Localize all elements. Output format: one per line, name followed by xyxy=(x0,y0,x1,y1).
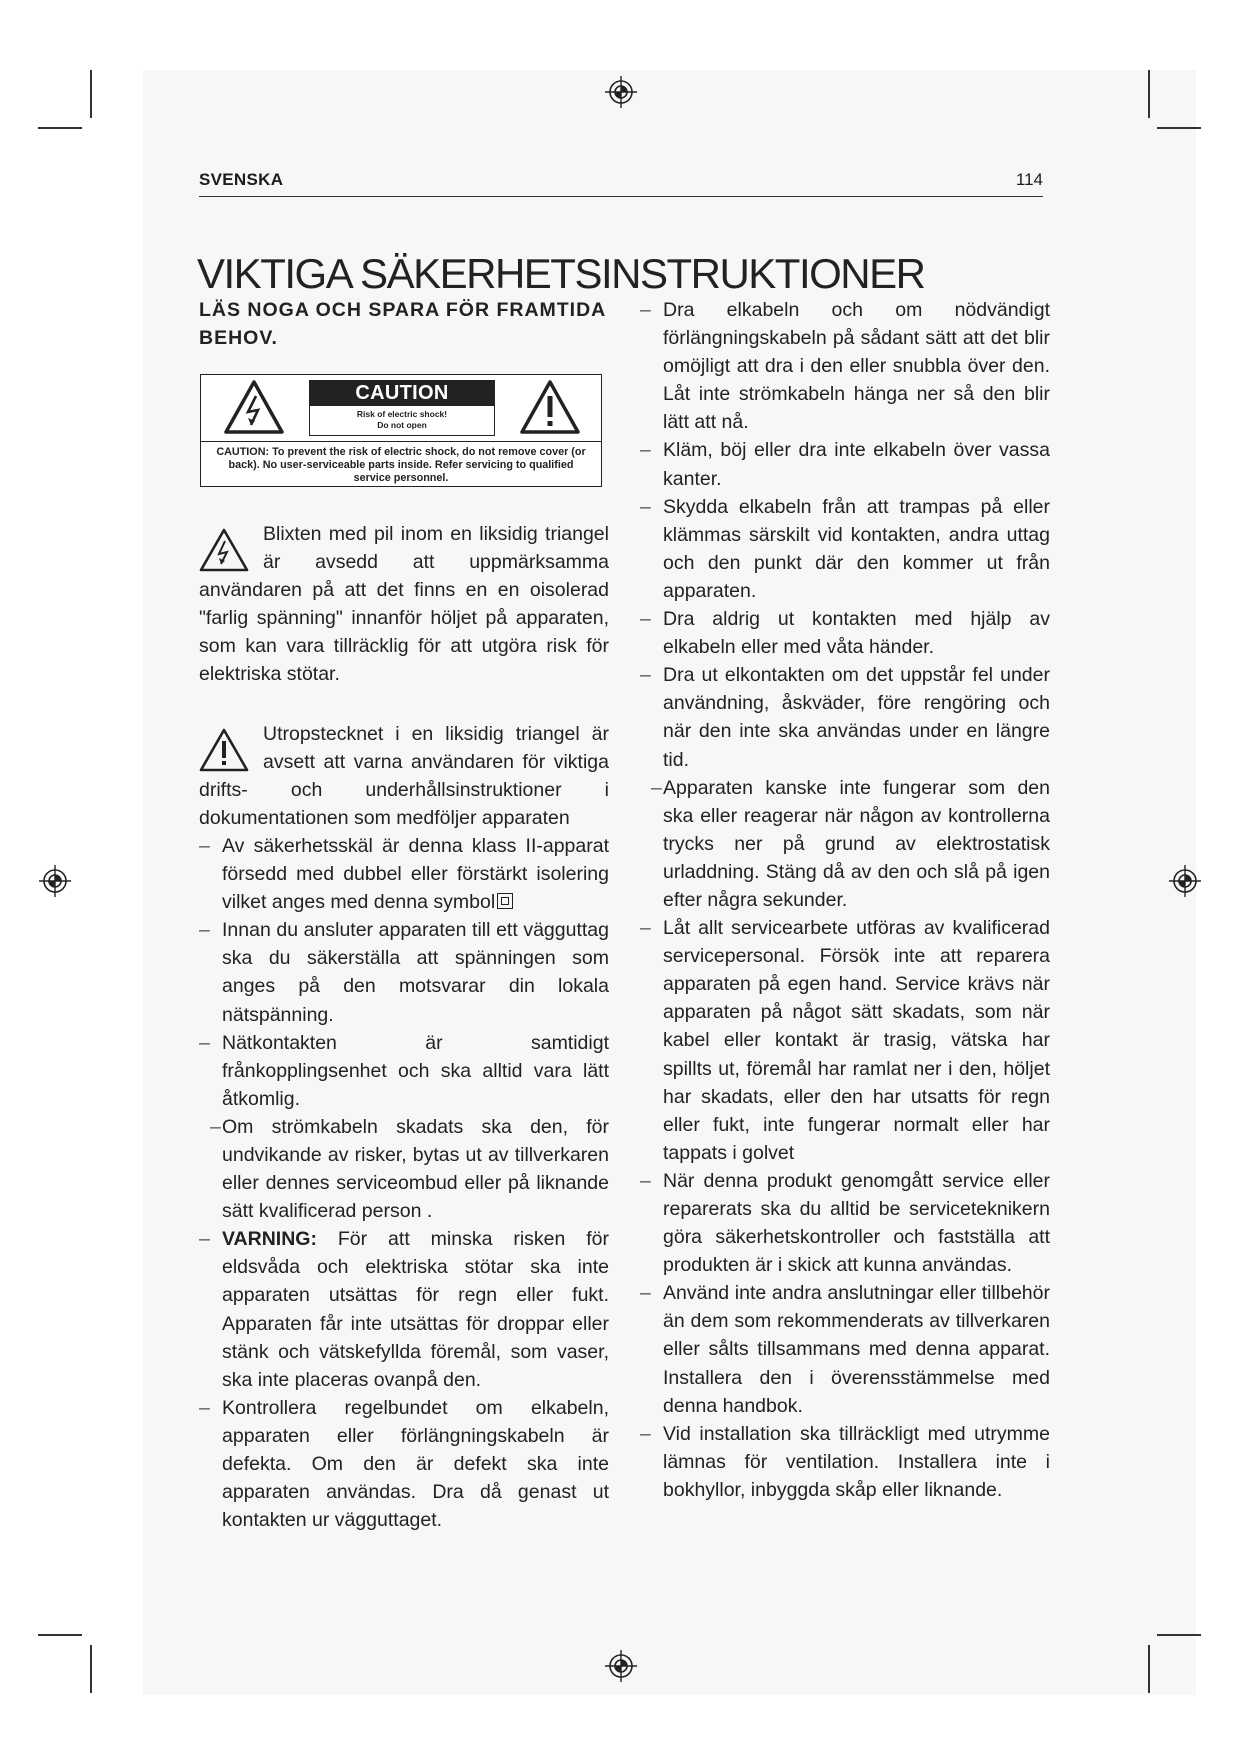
dash-bullet: – xyxy=(199,1228,210,1251)
list-item xyxy=(199,1029,609,1113)
dash-bullet: – xyxy=(640,439,651,462)
list-item-text: Av säkerhetsskäl är denna klass II-apparat försedd med dubbel eller förstärkt isolering vilket anges med denna symbol xyxy=(222,834,609,914)
dash-bullet: – xyxy=(640,664,651,687)
page-header xyxy=(199,168,1043,197)
list-item-text: Skydda elkabeln från att trampas på eller klämmas särskilt vid kontakten, andra uttag och den punkt där den kommer ut från apparaten. xyxy=(663,495,1050,602)
dash-bullet: – xyxy=(640,1422,651,1445)
caution-banner xyxy=(309,380,495,436)
dash-bullet: – xyxy=(199,919,210,942)
page-title: VIKTIGA SÄKERHETSINSTRUKTIONER xyxy=(197,250,925,298)
lightning-note xyxy=(199,520,609,689)
list-item xyxy=(640,1279,1050,1419)
header-language: SVENSKA xyxy=(199,170,284,189)
dash-bullet: – xyxy=(640,495,651,518)
dash-bullet: – xyxy=(640,608,651,631)
list-item-text: Låt allt servicearbete utföras av kvalificerad servicepersonal. Försök inte att reparera apparaten på egen hand. Service krävs när apparaten på något sätt skadats, som när kabel eller kontakt är trasig, vätska har spillts ut, föremål har ramlat ner i den, höljet har skadats, eller den har utsatts för regn eller fukt, inte fungerar normalt eller har tappats i golvet xyxy=(663,917,1050,1164)
lightning-warning-icon xyxy=(199,528,249,572)
dash-bullet: – xyxy=(199,834,210,857)
list-item xyxy=(640,436,1050,492)
list-item xyxy=(640,605,1050,661)
exclamation-warning-icon xyxy=(519,379,581,435)
class-ii-symbol-icon xyxy=(497,893,513,909)
lightning-warning-icon xyxy=(223,379,285,435)
list-item-text: Dra elkabeln och om nödvändigt förlängningskabeln på sådant sätt att det blir omöjligt att dra i den eller snubbla över den. Låt inte strömkabeln hänga ner så den blir lätt att nå. xyxy=(663,299,1050,434)
list-item xyxy=(640,1420,1050,1504)
dash-bullet: – xyxy=(640,1282,651,1305)
list-item-text: Använd inte andra anslutningar eller tillbehör än dem som rekommenderats av tillverkaren eller sålts tillsammans med denna apparat. Installera den i överensstämmelse med denna handbok. xyxy=(663,1282,1050,1417)
crop-mark xyxy=(90,70,92,118)
crop-mark xyxy=(38,127,82,129)
list-item xyxy=(199,1113,609,1225)
list-item-text: Vid installation ska tillräckligt med utrymme lämnas för ventilation. Installera inte i bokhyllor, inbyggda skåp eller liknande. xyxy=(663,1422,1050,1501)
list-item xyxy=(640,296,1050,436)
dash-bullet: – xyxy=(640,917,651,940)
list-item xyxy=(640,1167,1050,1279)
caution-banner-line1: Risk of electric shock! xyxy=(356,409,448,419)
list-item xyxy=(640,493,1050,605)
right-safety-list xyxy=(640,296,1050,1504)
list-item xyxy=(199,916,609,1028)
caution-banner-line2: Do not open xyxy=(377,420,427,430)
crop-mark xyxy=(90,1645,92,1693)
left-safety-list xyxy=(199,832,609,1534)
list-item xyxy=(640,914,1050,1167)
list-item-text: Kläm, böj eller dra inte elkabeln över vassa kanter. xyxy=(663,439,1050,490)
list-item-text: Kontrollera regelbundet om elkabeln, apparaten eller förlängningskabeln är defekta. Om den är defekt ska inte apparaten användas. Dra då genast ut kontakten ur vägguttaget. xyxy=(222,1396,609,1532)
lightning-paragraph: Blixten med pil inom en liksidig triangel är avsedd att uppmärksamma användaren på att det finns en en oisolerad "farlig spänning" innanför höljet på apparaten, som kan vara tillräcklig för att utgöra risk för elektriska stötar. xyxy=(199,523,609,686)
left-column xyxy=(199,296,609,1534)
dash-bullet: – xyxy=(199,1031,210,1054)
list-item xyxy=(640,774,1050,914)
registration-mark-icon xyxy=(604,75,638,109)
list-item-text: Om strömkabeln skadats ska den, för undvikande av risker, bytas ut av tillverkaren eller dennes serviceombud eller på liknande sätt kvalificerad person . xyxy=(222,1115,609,1223)
list-item-text: Dra aldrig ut kontakten med hjälp av elkabeln eller med våta händer. xyxy=(663,608,1050,659)
right-column xyxy=(640,296,1050,1504)
list-item xyxy=(199,832,609,916)
dash-bullet: – xyxy=(199,1396,210,1419)
crop-mark xyxy=(1148,1645,1150,1693)
list-item-text: När denna produkt genomgått service eller reparerats ska du alltid be serviceteknikern göra säkerhetskontroller och fastställa att produkten är i skick att kunna användas. xyxy=(663,1169,1050,1277)
page-number: 114 xyxy=(1015,170,1043,189)
list-item xyxy=(199,1225,609,1394)
crop-mark xyxy=(1148,70,1150,118)
registration-mark-icon xyxy=(1168,864,1202,898)
caution-label xyxy=(200,374,602,487)
dash-bullet: – xyxy=(640,299,651,321)
caution-banner-title: CAUTION xyxy=(310,381,494,406)
registration-mark-icon xyxy=(38,864,72,898)
exclamation-note xyxy=(199,720,609,832)
crop-mark xyxy=(38,1634,82,1636)
crop-mark xyxy=(1157,1634,1201,1636)
warning-label: VARNING: xyxy=(222,1228,317,1251)
dash-bullet: – xyxy=(640,1169,651,1192)
dash-bullet: – xyxy=(651,776,662,799)
list-item-text: Apparaten kanske inte fungerar som den ska eller reagerar när någon av kontrollerna trycks ner på grund av elektrostatisk urladdning. Stäng då av den och slå på igen efter några sekunder. xyxy=(663,776,1050,911)
subheading: LÄS NOGA OCH SPARA FÖR FRAMTIDA BEHOV. xyxy=(199,299,606,349)
exclamation-paragraph: Utropstecknet i en liksidig triangel är avsett att varna användaren för viktiga drifts- och underhållsinstruktioner i dokumentationen som medföljer apparaten xyxy=(199,722,609,829)
list-item-text: Innan du ansluter apparaten till ett vägguttag ska du säkerställa att spänningen som anges på den motsvarar din lokala nätspänning. xyxy=(222,919,609,1026)
list-item-text: Nätkontakten är samtidigt frånkopplingsenhet och ska alltid vara lätt åtkomlig. xyxy=(222,1031,609,1110)
caution-divider xyxy=(201,441,601,442)
exclamation-warning-icon xyxy=(199,728,249,772)
registration-mark-icon xyxy=(604,1649,638,1683)
list-item xyxy=(640,661,1050,773)
crop-mark xyxy=(1157,127,1201,129)
list-item-text: Dra ut elkontakten om det uppstår fel under användning, åskväder, före rengöring och när den inte ska användas under en längre tid. xyxy=(663,664,1050,771)
warning-text: För att minska risken för eldsvåda och elektriska stötar ska inte apparaten utsättas för regn eller fukt. Apparaten får inte utsättas för droppar eller stänk och vätskefyllda föremål, som vaser, ska inte placeras ovanpå den. xyxy=(222,1228,610,1391)
caution-text: CAUTION: To prevent the risk of electric shock, do not remove cover (or back). No user-serviceable parts inside. Refer servicing to qualified service personnel. xyxy=(216,446,586,484)
dash-bullet: – xyxy=(210,1115,221,1138)
list-item xyxy=(199,1394,609,1534)
